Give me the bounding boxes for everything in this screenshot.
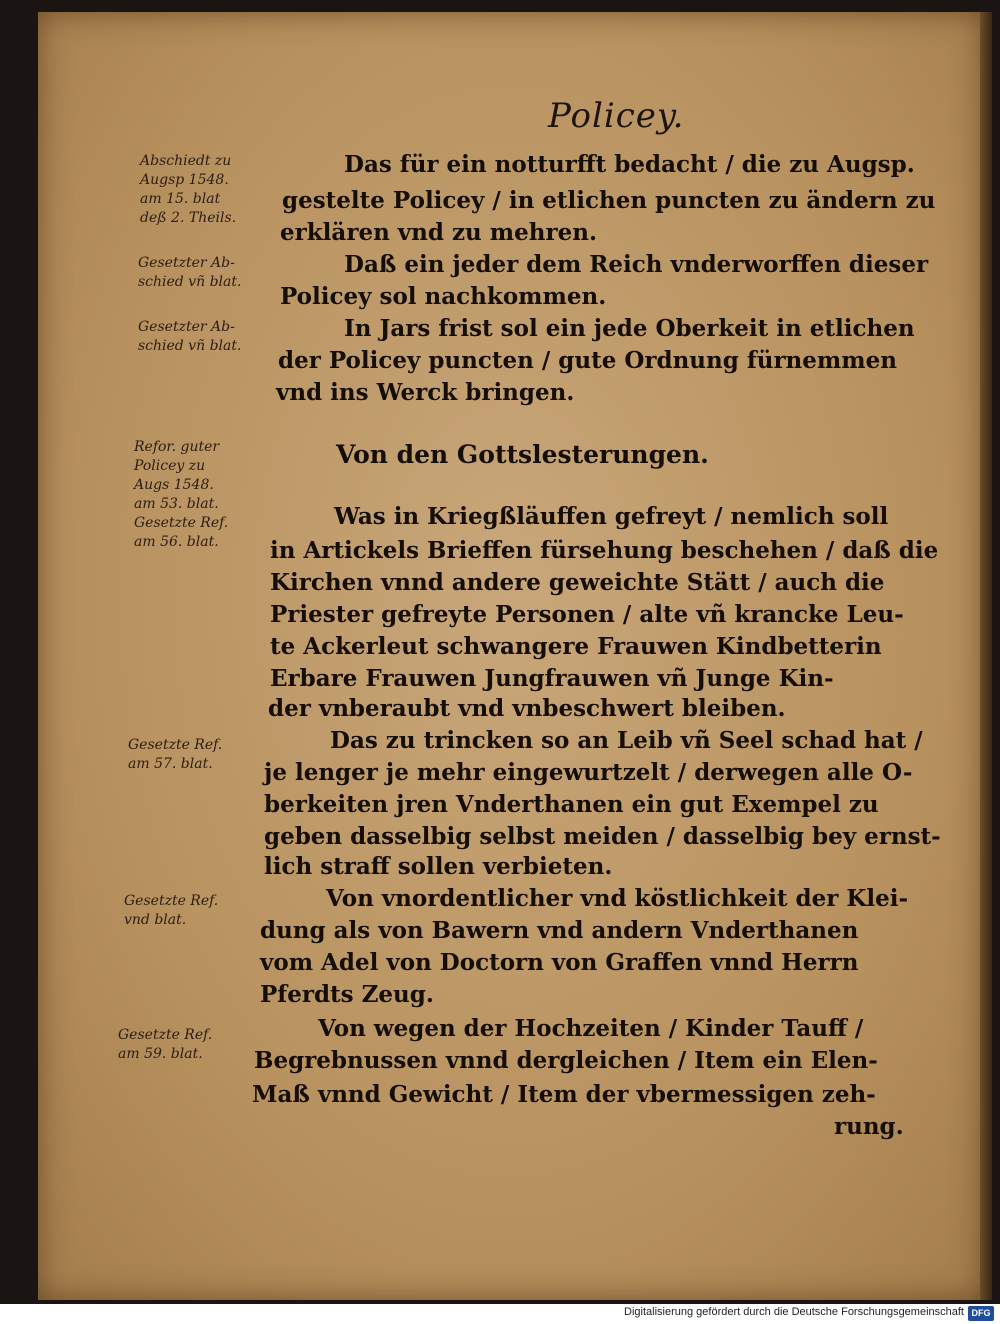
body-line: erklären vnd zu mehren.: [280, 219, 597, 246]
body-line: gestelte Policey / in etlichen puncten zu ändern zu: [282, 187, 936, 214]
body-line: dung als von Bawern vnd andern Vnderthanen: [260, 917, 859, 944]
margin-note: Gesetzte Ref. am 57. blat.: [128, 737, 223, 772]
body-line: Erbare Frauwen Jungfrauwen vñ Junge Kin-: [270, 665, 834, 692]
margin-note: Gesetzter Ab- schied vñ blat.: [138, 319, 242, 354]
margin-note: Refor. guter Policey zu Augs 1548. am 53. blat. Gesetzte Ref. am 56. blat.: [134, 439, 229, 550]
body-line: der vnberaubt vnd vnbeschwert bleiben.: [268, 695, 786, 722]
body-line: rung.: [834, 1113, 904, 1140]
body-line: Policey sol nachkommen.: [280, 283, 607, 310]
body-line: Von wegen der Hochzeiten / Kinder Tauff /: [318, 1015, 864, 1042]
body-line: Begrebnussen vnnd dergleichen / Item ein Elen-: [254, 1047, 878, 1074]
body-line: in Artickels Brieffen fürsehung beschehen / daß die: [270, 537, 939, 564]
body-line: lich straff sollen verbieten.: [264, 853, 613, 880]
body-line: vnd ins Werck bringen.: [276, 379, 575, 406]
body-line: Kirchen vnnd andere geweichte Stätt / auch die: [270, 569, 885, 596]
body-line: Von vnordentlicher vnd köstlichkeit der Klei-: [326, 885, 909, 912]
body-line: Pferdts Zeug.: [260, 981, 434, 1008]
body-line: Das für ein notturfft bedacht / die zu Augsp.: [344, 151, 915, 178]
margin-note: Gesetzte Ref. vnd blat.: [124, 893, 219, 928]
dfg-logo-icon: DFG: [968, 1306, 994, 1321]
body-line: geben dasselbig selbst meiden / dasselbig bey ernst-: [264, 823, 941, 850]
body-line: Daß ein jeder dem Reich vnderworffen dieser: [344, 251, 929, 278]
margin-note: Abschiedt zu Augsp 1548. am 15. blat deß 2. Theils.: [140, 153, 237, 226]
margin-note: Gesetzter Ab- schied vñ blat.: [138, 255, 242, 290]
body-line: berkeiten jren Vnderthanen ein gut Exempel zu: [264, 791, 879, 818]
body-line: In Jars frist sol ein jede Oberkeit in etlichen: [344, 315, 915, 342]
section-heading: Von den Gottslesterungen.: [336, 440, 709, 469]
page-edge: [980, 12, 992, 1300]
body-line: Was in Kriegßläuffen gefreyt / nemlich soll: [334, 503, 889, 530]
footer-credit: Digitalisierung gefördert durch die Deutsche Forschungsgemeinschaft: [624, 1306, 964, 1318]
body-line: der Policey puncten / gute Ordnung fürnemmen: [278, 347, 897, 374]
margin-note: Gesetzte Ref. am 59. blat.: [118, 1027, 213, 1062]
body-line: Maß vnnd Gewicht / Item der vbermessigen zeh-: [252, 1081, 876, 1108]
running-head: Policey.: [548, 96, 685, 136]
body-line: te Ackerleut schwangere Frauwen Kindbetterin: [270, 633, 882, 660]
body-line: je lenger je mehr eingewurtzelt / derwegen alle O-: [264, 759, 913, 786]
body-line: Das zu trincken so an Leib vñ Seel schad hat /: [330, 727, 923, 754]
body-line: vom Adel von Doctorn von Graffen vnnd Herrn: [260, 949, 859, 976]
body-line: Priester gefreyte Personen / alte vñ krancke Leu-: [270, 601, 904, 628]
footer-bar: [0, 1304, 1000, 1324]
